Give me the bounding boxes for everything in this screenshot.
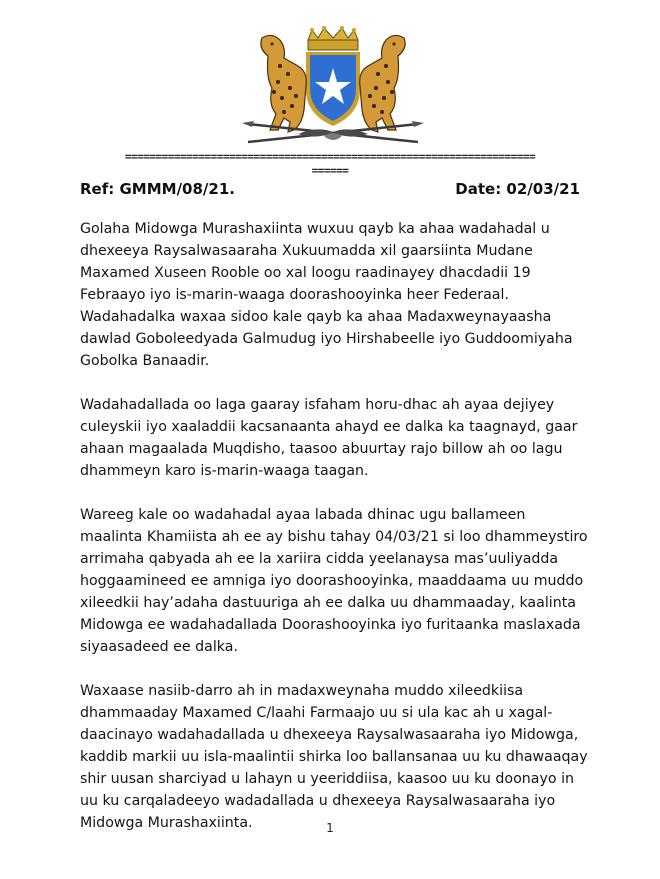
divider-line: =================================================================== — [124, 150, 536, 163]
paragraph: Wadahadallada oo laga gaaray isfaham horu-dhac ah ayaa dejiyey culeyskii iyo xaaladdii kacsanaanta ahayd ee dalka ka taagnayd, gaar ahaan magaalada Muqdisho, taasoo abuurtay rajo billow ah oo lagu dhammeyn karo is-marin-waaga taagan. — [80, 397, 578, 479]
coat-of-arms-emblem — [228, 26, 438, 148]
reference-number: Ref: GMMM/08/21. — [80, 180, 235, 198]
letter-date: Date: 02/03/21 — [455, 180, 580, 198]
paragraph: Golaha Midowga Murashaxiinta wuxuu qayb ka ahaa wadahadal u dhexeeya Raysalwasaaraha Xukuumadda xil gaarsiinta Mudane Maxamed Xuseen Rooble oo xal loogu raadinayey dhacdadii 19 Febraayo iyo is-marin-waaga doorashooyinka heer Federaal. Wadahadalka waxaa sidoo kale qayb ka ahaa Madaxweynayaasha dawlad Goboleedyada Galmudug iyo Hirshabeelle iyo Guddoomiyaha Gobolka Banaadir. — [80, 221, 573, 369]
left-leopard-icon — [261, 35, 306, 132]
divider-line-tail: ====== — [311, 164, 349, 177]
letter-body — [80, 218, 590, 856]
paragraph: Waxaase nasiib-darro ah in madaxweynaha muddo xileedkiisa dhammaaday Maxamed C/laahi Farmaajo uu si ula kac ah u xagal-daacinayo wadahadallada u dhexeeya Raysalwasaaraha iyo Midowga, kaddib markii uu isla-maalintii shirka loo ballansanaa uu ku dhawaaqay shir uusan sharciyad u lahayn u yeeriddiisa, kaasoo uu ku doonayo in uu ku carqaladeeyo wadadallada u dhexeeya Raysalwasaaraha iyo Midowga Murashaxiinta. — [80, 683, 588, 831]
right-leopard-icon — [360, 35, 405, 132]
crown-icon — [308, 26, 358, 50]
page-number: 1 — [326, 821, 334, 835]
paragraph: Wareeg kale oo wadahadal ayaa labada dhinac ugu ballameen maalinta Khamiista ah ee ay bishu tahay 04/03/21 si loo dhammeystiro arrimaha qabyada ah ee la xariira cidda yeelanaysa mas’uuliyadda hoggaamineed ee amniga iyo doorashooyinka, maaddaama uu muddo xileedkii hay’adaha dastuuriga ah ee dalka uu dhammaaday, kaalinta Midowga ee wadahadallada Doorashooyinka iyo furitaanka maslaxada siyaasadeed ee dalka. — [80, 507, 588, 655]
shield-icon — [306, 52, 360, 126]
palm-leaves-icon — [298, 129, 368, 140]
